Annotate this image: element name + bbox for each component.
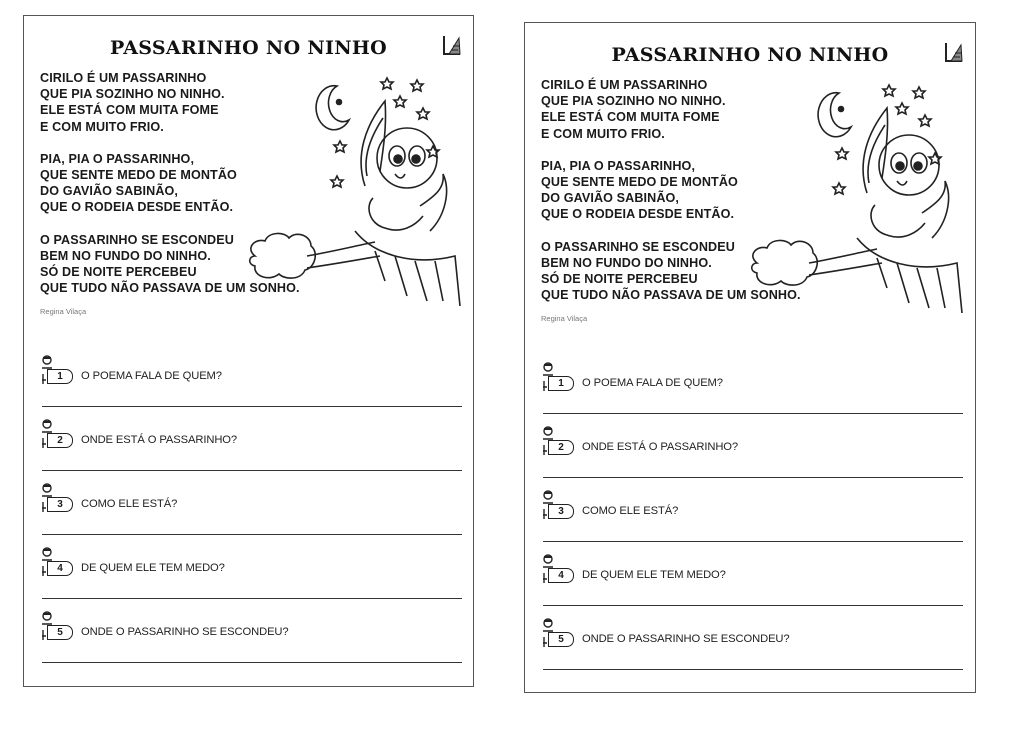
- poem-line: SÓ DE NOITE PERCEBEU: [40, 265, 197, 280]
- poem-line: PIA, PIA O PASSARINHO,: [40, 151, 195, 166]
- question-item: [539, 421, 963, 485]
- answer-line[interactable]: [42, 534, 462, 535]
- question-number-badge: 3: [47, 497, 73, 512]
- bird-nest-illustration-icon: [747, 63, 967, 313]
- poem-line: ELE ESTÁ COM MUITA FOME: [40, 103, 219, 118]
- answer-line[interactable]: [543, 605, 963, 606]
- question-text: ONDE O PASSARINHO SE ESCONDEU?: [582, 633, 790, 645]
- poem-line: QUE TUDO NÃO PASSAVA DE UM SONHO.: [541, 288, 801, 303]
- question-item: [539, 613, 963, 677]
- question-item: [38, 414, 462, 478]
- question-number-badge: 4: [47, 561, 73, 576]
- answer-line[interactable]: [543, 541, 963, 542]
- publisher-logo-icon: [943, 41, 965, 65]
- poem-line: QUE TUDO NÃO PASSAVA DE UM SONHO.: [40, 281, 300, 296]
- poem-line: BEM NO FUNDO DO NINHO.: [40, 248, 211, 263]
- poem-line: E COM MUITO FRIO.: [541, 126, 665, 141]
- publisher-logo-icon: [441, 34, 463, 58]
- answer-line[interactable]: [543, 669, 963, 670]
- question-text: ONDE O PASSARINHO SE ESCONDEU?: [81, 626, 289, 638]
- question-item: [38, 350, 462, 414]
- poem-line: QUE PIA SOZINHO NO NINHO.: [40, 87, 225, 102]
- question-item: [38, 478, 462, 542]
- question-text: O POEMA FALA DE QUEM?: [582, 377, 723, 389]
- question-text: COMO ELE ESTÁ?: [81, 498, 178, 510]
- poem-line: QUE PIA SOZINHO NO NINHO.: [541, 94, 726, 109]
- answer-line[interactable]: [543, 413, 963, 414]
- question-item: [539, 485, 963, 549]
- answer-line[interactable]: [42, 598, 462, 599]
- worksheet-title: PASSARINHO NO NINHO: [110, 37, 387, 59]
- worksheet-right: [524, 22, 976, 693]
- poem-line: E COM MUITO FRIO.: [40, 119, 164, 134]
- poem-line: ELE ESTÁ COM MUITA FOME: [541, 110, 720, 125]
- question-number-badge: 1: [548, 376, 574, 391]
- poem-line: QUE SENTE MEDO DE MONTÃO: [541, 175, 738, 190]
- question-text: O POEMA FALA DE QUEM?: [81, 370, 222, 382]
- poem-line: O PASSARINHO SE ESCONDEU: [40, 232, 234, 247]
- poem-author: Regina Vilaça: [40, 307, 87, 316]
- question-text: DE QUEM ELE TEM MEDO?: [81, 562, 225, 574]
- question-number-badge: 1: [47, 369, 73, 384]
- questions-list: [539, 357, 963, 677]
- question-text: DE QUEM ELE TEM MEDO?: [582, 569, 726, 581]
- poem-author: Regina Vilaça: [541, 314, 588, 323]
- questions-list: [38, 350, 462, 670]
- answer-line[interactable]: [543, 477, 963, 478]
- question-text: COMO ELE ESTÁ?: [582, 505, 679, 517]
- answer-line[interactable]: [42, 406, 462, 407]
- question-item: [38, 606, 462, 670]
- question-item: [539, 549, 963, 613]
- question-number-badge: 2: [548, 440, 574, 455]
- question-number-badge: 5: [548, 632, 574, 647]
- answer-line[interactable]: [42, 470, 462, 471]
- worksheet-left: [23, 15, 474, 687]
- question-number-badge: 5: [47, 625, 73, 640]
- bird-nest-illustration-icon: [245, 56, 465, 306]
- poem-line: QUE O RODEIA DESDE ENTÃO.: [541, 207, 735, 222]
- poem-line: QUE SENTE MEDO DE MONTÃO: [40, 168, 237, 183]
- question-text: ONDE ESTÁ O PASSARINHO?: [582, 441, 739, 453]
- poem-line: O PASSARINHO SE ESCONDEU: [541, 239, 735, 254]
- answer-line[interactable]: [42, 662, 462, 663]
- worksheet-title: PASSARINHO NO NINHO: [611, 44, 889, 66]
- question-number-badge: 3: [548, 504, 574, 519]
- poem-line: BEM NO FUNDO DO NINHO.: [541, 255, 712, 270]
- poem-line: CIRILO É UM PASSARINHO: [541, 78, 708, 92]
- poem-line: PIA, PIA O PASSARINHO,: [541, 158, 696, 173]
- question-number-badge: 4: [548, 568, 574, 583]
- poem-line: CIRILO É UM PASSARINHO: [40, 71, 207, 85]
- poem-line: DO GAVIÃO SABINÃO,: [40, 184, 179, 199]
- question-item: [38, 542, 462, 606]
- poem-line: SÓ DE NOITE PERCEBEU: [541, 272, 698, 287]
- question-number-badge: 2: [47, 433, 73, 448]
- question-item: [539, 357, 963, 421]
- poem-line: QUE O RODEIA DESDE ENTÃO.: [40, 200, 234, 215]
- poem-line: DO GAVIÃO SABINÃO,: [541, 191, 680, 206]
- question-text: ONDE ESTÁ O PASSARINHO?: [81, 434, 238, 446]
